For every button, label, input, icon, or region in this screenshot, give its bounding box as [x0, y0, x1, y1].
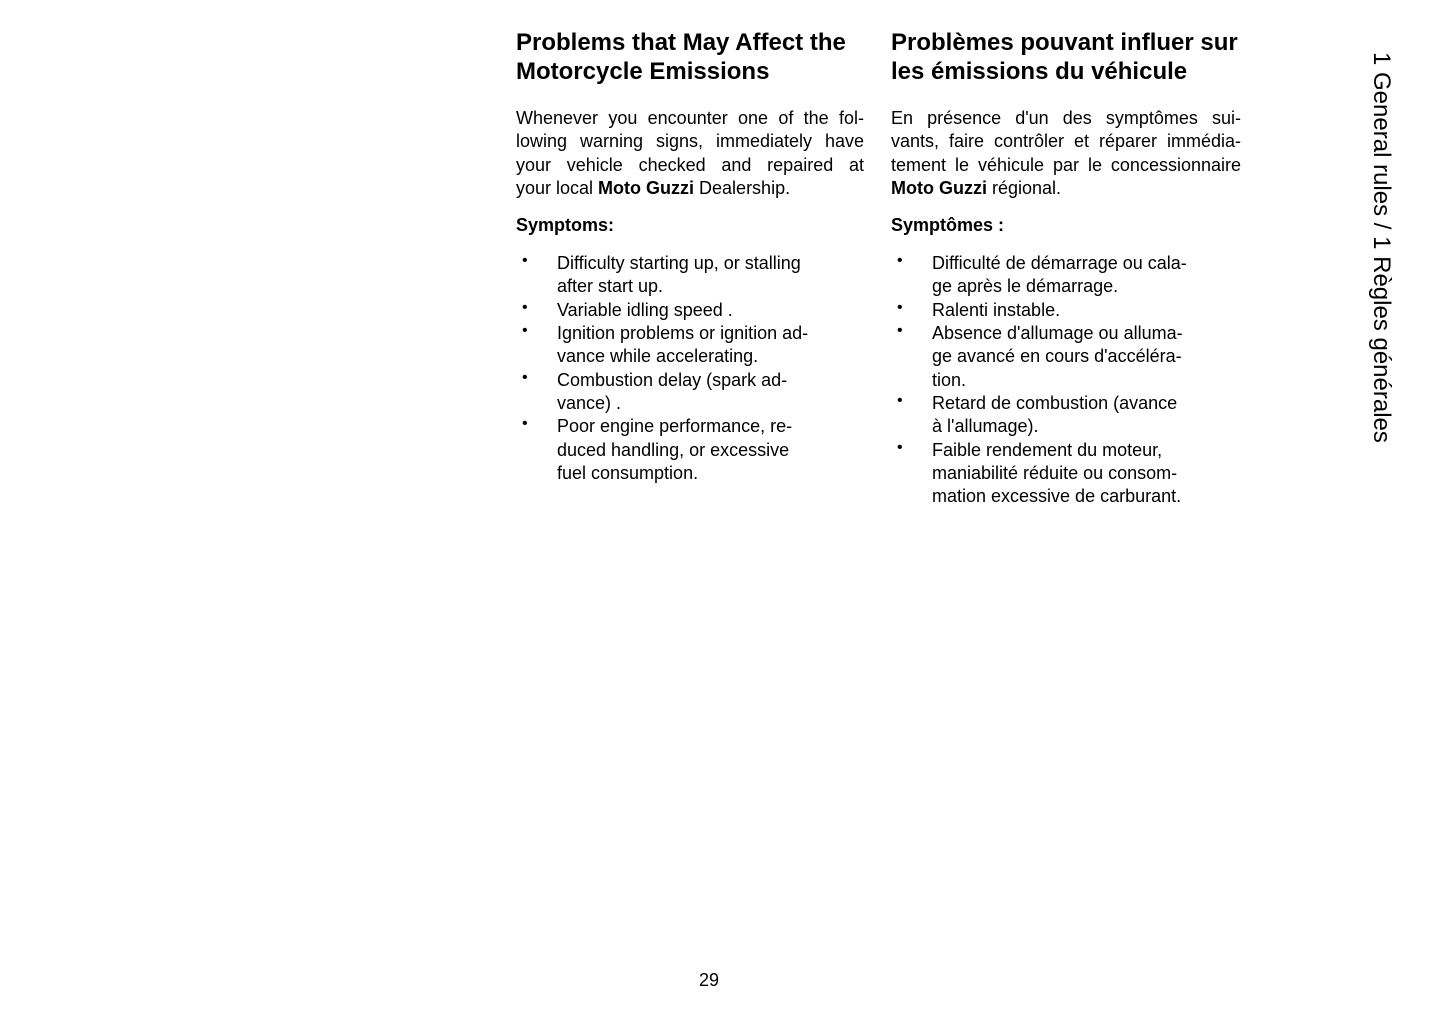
list-item — [516, 415, 864, 485]
list-item-line: Poor engine performance, re- — [557, 416, 793, 437]
intro-line: vants, faire contrôler et réparer immédia- — [891, 131, 1241, 152]
list-item — [516, 322, 864, 369]
bullet-icon: • — [522, 368, 528, 386]
brand-name: Moto Guzzi — [891, 177, 987, 198]
intro-line — [516, 177, 864, 200]
page-number: 29 — [698, 970, 720, 990]
intro-line: your vehicle checked and repaired at — [516, 154, 864, 175]
bullet-icon: • — [897, 438, 903, 456]
list-item — [516, 369, 864, 416]
list-item-line: vance while accelerating. — [557, 346, 759, 367]
english-symptoms-label: Symptoms: — [516, 215, 615, 236]
list-item — [891, 439, 1241, 509]
heading-line: les émissions du véhicule — [891, 58, 1188, 85]
list-item — [891, 252, 1241, 299]
bullet-icon: • — [897, 252, 903, 270]
list-item — [516, 252, 864, 299]
list-item-line: Absence d'allumage ou alluma- — [932, 323, 1183, 344]
intro-line: lowing warning signs, immediately have — [516, 131, 864, 152]
bullet-icon: • — [522, 252, 528, 270]
list-item-line: ge avancé en cours d'accéléra- — [932, 346, 1182, 367]
list-item-line: tion. — [932, 369, 967, 390]
intro-line: tement le véhicule par le concessionnaire — [891, 154, 1241, 175]
french-heading — [891, 28, 1241, 86]
intro-line: Whenever you encounter one of the fol- — [516, 108, 864, 128]
list-item-line: after start up. — [557, 276, 664, 297]
list-item-line: Ignition problems or ignition ad- — [557, 323, 809, 344]
bullet-icon: • — [897, 391, 903, 409]
list-item-line: Difficulté de démarrage ou cala- — [932, 253, 1187, 274]
list-item-line: ge après le démarrage. — [932, 276, 1119, 297]
english-column — [516, 28, 864, 485]
intro-line — [891, 177, 1241, 200]
intro-text: régional. — [986, 177, 1062, 198]
list-item-line: fuel consumption. — [557, 462, 699, 483]
list-item-line: maniabilité réduite ou consom- — [932, 462, 1178, 483]
bullet-icon: • — [897, 298, 903, 316]
list-item — [516, 299, 864, 322]
heading-line: Motorcycle Emissions — [516, 58, 770, 85]
english-heading — [516, 28, 864, 86]
list-item-line: Ralenti instable. — [932, 299, 1061, 320]
list-item-line: mation excessive de carburant. — [932, 486, 1182, 507]
list-item-line: Variable idling speed . — [557, 299, 733, 320]
brand-name: Moto Guzzi — [598, 177, 695, 198]
chapter-side-tab: 1 General rules / 1 Règles générales — [1368, 52, 1395, 443]
bullet-icon: • — [897, 322, 903, 340]
french-column — [891, 28, 1241, 508]
list-item-line: Faible rendement du moteur, — [932, 439, 1163, 460]
list-item-line: à l'allumage). — [932, 416, 1039, 437]
bullet-icon: • — [522, 322, 528, 340]
french-intro-paragraph — [891, 107, 1241, 200]
heading-line: Problèmes pouvant influer sur — [891, 29, 1238, 56]
list-item — [891, 392, 1241, 439]
intro-text: your local — [516, 177, 599, 198]
list-item-line: Retard de combustion (avance — [932, 392, 1178, 413]
bullet-icon: • — [522, 298, 528, 316]
intro-line: En présence d'un des symptômes sui- — [891, 108, 1241, 128]
list-item-line: Combustion delay (spark ad- — [557, 369, 788, 390]
list-item — [891, 299, 1241, 322]
list-item-line: Difficulty starting up, or stalling — [557, 253, 801, 274]
bullet-icon: • — [522, 415, 528, 433]
list-item-line: duced handling, or excessive — [557, 439, 790, 460]
intro-text: Dealership. — [694, 177, 791, 198]
french-symptoms-label: Symptômes : — [891, 215, 1005, 236]
heading-line: Problems that May Affect the — [516, 29, 846, 56]
list-item — [891, 322, 1241, 392]
english-intro-paragraph — [516, 107, 864, 200]
english-symptoms-list — [516, 252, 864, 485]
list-item-line: vance) . — [557, 392, 622, 413]
french-symptoms-list — [891, 252, 1241, 508]
